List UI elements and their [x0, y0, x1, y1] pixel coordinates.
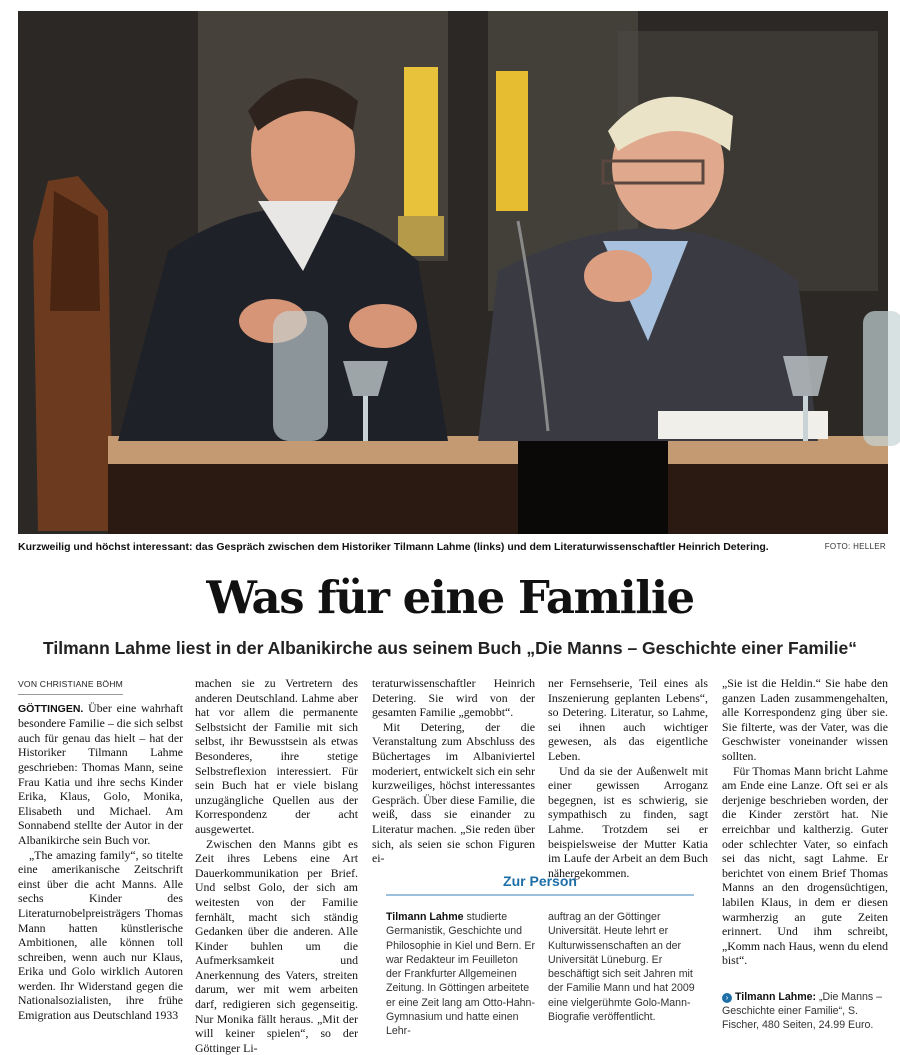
article-photo: [18, 11, 888, 534]
paragraph: ner Fernsehserie, Teil eines als Inszenierung geplanten Lebens“, so Detering. Literatur, so Lahme, sei ihnen auch wichtiger gewesen, als das eigentliche Leben.: [548, 676, 708, 763]
article-subhead: Tilmann Lahme liest in der Albanikirche aus seinem Buch „Die Manns – Geschichte einer Familie“: [42, 638, 857, 658]
paragraph: machen sie zu Vertretern des anderen Deutschland. Lahme aber hat vor allem die permanente Selbstsicht der Familie mit sich selbst, ihr Bewusstsein als etwas Besonderes, ihre stetige Selbstreflexion interessiert. Für sein Buch hat er viele bislang unzugängliche Quellen aus der Korrespondenz der acht ausgewertet.: [195, 676, 358, 836]
person-name: Tilmann Lahme: [386, 911, 464, 923]
dateline: GÖTTINGEN.: [18, 702, 84, 715]
photo-credit: FOTO: HELLER: [824, 542, 886, 551]
article-column-5: [722, 676, 888, 968]
paragraph: GÖTTINGEN. Über eine wahrhaft besondere Familie – die sich selbst auch für genau das hielt – hat der Historiker Tilmann Lahme geschrieben: Thomas Mann, seine Frau Katia und ihre sechs Kinder Erika, Klaus, Golo, Monika, Elisabeth und Michael. Am Sonnabend stellte der Autor in der Albanikirche sein Buch vor.: [18, 700, 183, 847]
paragraph: „The amazing family“, so titelte eine amerikanische Zeitschrift einst über die acht Manns. Alle sechs Kinder des Literaturnobelpreisträgers Thomas Mann hatten künstlerische Ambitionen, alle können toll schreiben, wenn auch nur Klaus, Erika und Golo wirklich Autoren werden. Ihr Widerstand gegen die Nationalsozialisten, ihre frühe Emigration aus Deutschland 1933: [18, 847, 183, 1023]
paragraph: Mit Detering, der die Veranstaltung zum Abschluss des Büchertages im Albaniviertel moderiert, entwickelt sich ein sehr kurzweiliges, höchst interessantes Gespräch. Über diese Familie, die weiß, dass sie einander zu Literatur machen. „Sie reden über sich, als seien sie schon Figuren ei-: [372, 719, 535, 866]
article-column-3: [372, 676, 535, 866]
zur-person-column-1: Tilmann Lahme studierte Germanistik, Geschichte und Philosophie in Kiel und Bern. Er war Redakteur im Feuilleton der Frankfurter Allgemeinen Zeitung. In Göttingen arbeitete er eine Zeit lang am Otto-Hahn-Gymnasium und hatte einen Lehr-: [386, 911, 535, 1038]
book-details: „Die Manns – Geschichte einer Familie“, S. Fischer, 480 Seiten, 24.99 Euro.: [722, 991, 882, 1031]
zur-person-divider: [386, 894, 694, 896]
paragraph: „Sie ist die Heldin.“ Sie habe den ganzen Laden zusammengehalten, alle Korrespondenz ging über sie. Sie filterte, was der Vater, was die Geschwister voneinander wissen sollten.: [722, 676, 888, 763]
article-column-2: [195, 676, 358, 1055]
paragraph: Zwischen den Manns gibt es Zeit ihres Lebens eine Art Dauerkommunikation per Brief. Und selbst Golo, der sich am weitesten von der Familie fernhält, macht sich ständig Gedanken über die anderen. Alle Kinder buhlen um die Aufmerksamkeit und Anerkennung des Vaters, streiten darum, wer mit wem arbeiten darf, redigieren sich gegenseitig. Nur Monika fällt heraus. „Mit der will keiner spielen“, so der Göttinger Li-: [195, 836, 358, 1055]
paragraph: Für Thomas Mann bricht Lahme am Ende eine Lanze. Oft sei er als derjenige beschrieben worden, der die Kinder zerstört hat. Nie erreichbar und kaltherzig. Guter oder schlechter Vater, so einfach sei das nicht, sagt Lahme. Er berichtet von einem Brief Thomas Manns an den drogensüchtigen, labilen Klaus, in dem er diesen warmherzig an gute Zeiten erinnert. Und ihm schreibt, „Komm nach Haus, wenn du elend bist“.: [722, 763, 888, 968]
article-headline: Was für eine Familie: [206, 571, 694, 624]
arrow-right-icon: ›: [722, 993, 732, 1003]
paragraph: teraturwissenschaftler Heinrich Detering. Sie wird von der gesamten Familie „gemobbt“.: [372, 676, 535, 720]
article-column-1: [18, 676, 183, 1023]
zur-person-column-2: auftrag an der Göttinger Universität. Heute lehrt er Kulturwissenschaften an der Universität Lüneburg. Er beschäftigt sich seit Jahren mit der Familie Mann und hat 2009 eine vielgerühmte Golo-Mann-Biografie veröffentlicht.: [548, 911, 695, 1024]
article-column-4: [548, 676, 708, 880]
zur-person-heading: Zur Person: [503, 873, 577, 889]
photo-caption: Kurzweilig und höchst interessant: das Gespräch zwischen dem Historiker Tilmann Lahme (links) und dem Literaturwissenschaftler Heinrich Detering.: [18, 541, 769, 553]
paragraph: Und da sie der Außenwelt mit einer gewissen Arroganz begegnen, ist es schwierig, sie sympathisch zu finden, sagt Lahme. Trotzdem sei er beispielsweise der Mutter Katia im Laufe der Arbeit an dem Buch nähergekommen.: [548, 763, 708, 880]
book-reference: [722, 990, 888, 1032]
byline: VON CHRISTIANE BÖHM: [18, 677, 123, 695]
photo-illustration: [18, 11, 888, 534]
book-author: Tilmann Lahme:: [735, 991, 817, 1003]
